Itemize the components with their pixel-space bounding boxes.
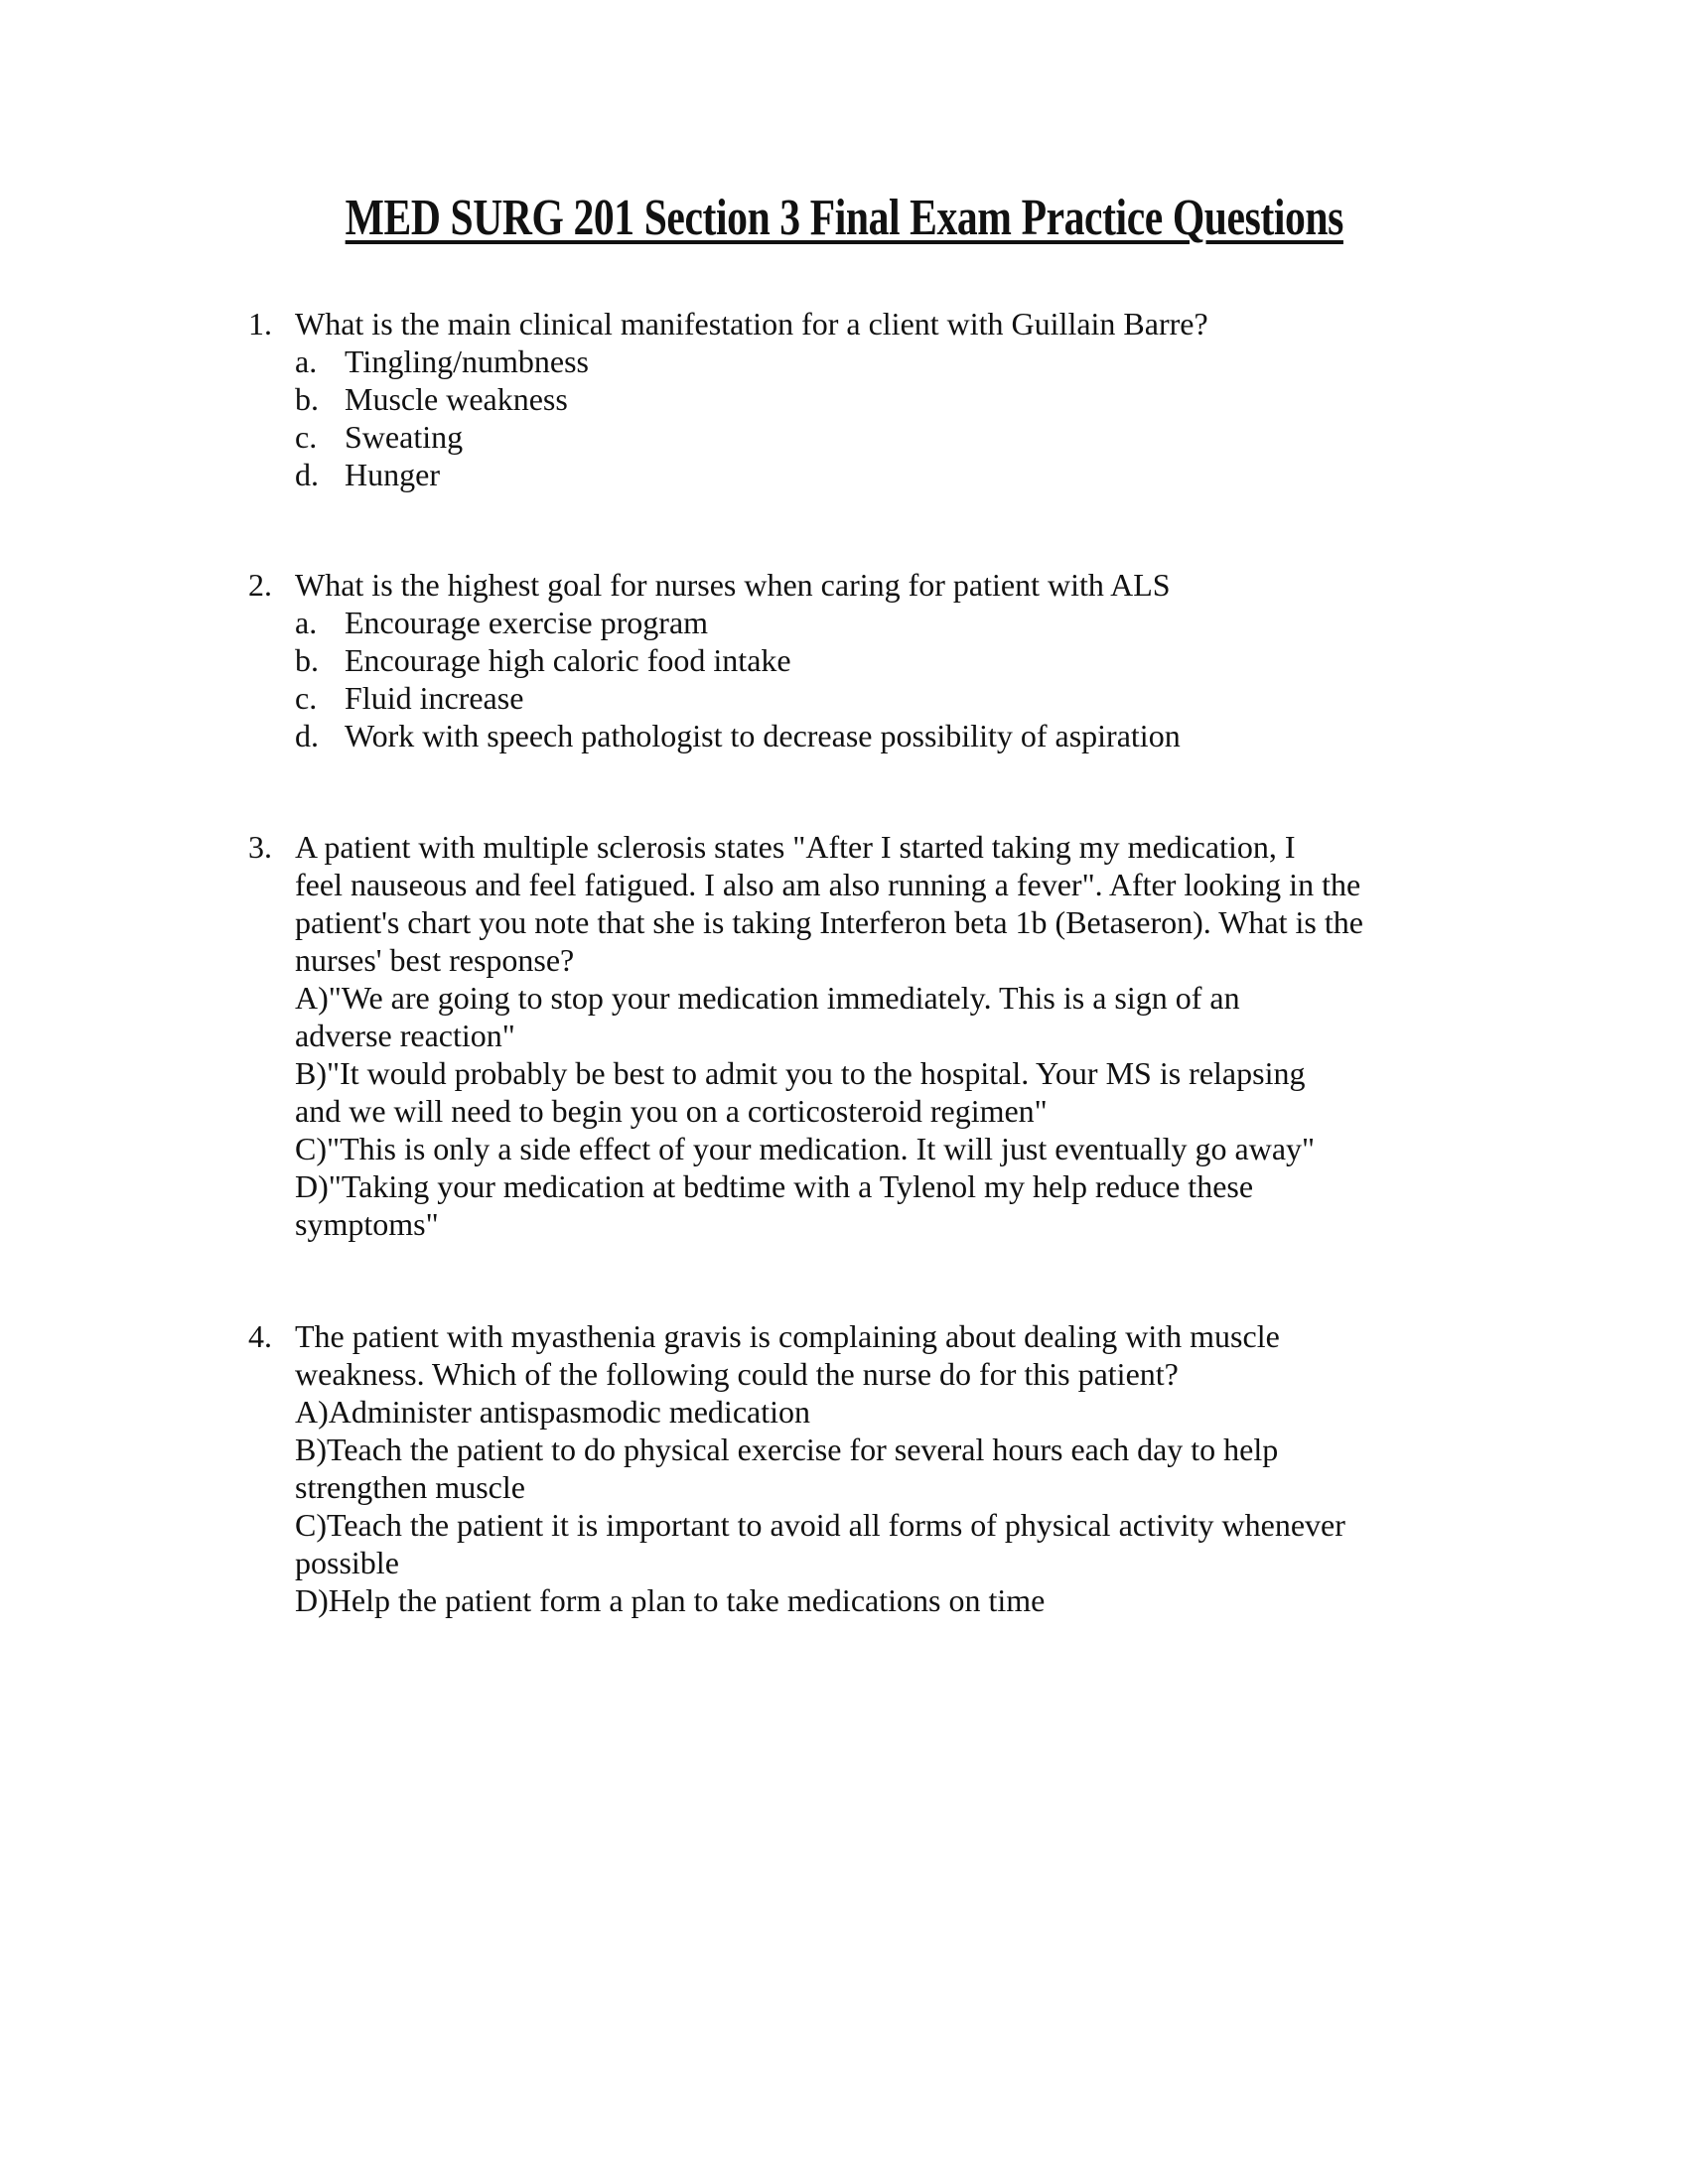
- answer-option-c: C)Teach the patient it is important to avoid all forms of physical activity whenever: [295, 1507, 1345, 1543]
- option-letter: a.: [295, 343, 318, 379]
- option-letter: c.: [295, 419, 318, 455]
- question-number: 4.: [248, 1318, 272, 1354]
- question-text: What is the main clinical manifestation for a client with Guillain Barre?: [295, 306, 1208, 341]
- question-text: What is the highest goal for nurses when caring for patient with ALS: [295, 567, 1171, 603]
- question-text-line: nurses' best response?: [295, 942, 575, 978]
- question-text-line: A patient with multiple sclerosis states "After I started taking my medication, I: [295, 829, 1296, 865]
- option-text: Muscle weakness: [345, 381, 568, 417]
- option-text: Tingling/numbness: [345, 343, 589, 379]
- question-text-line: weakness. Which of the following could the nurse do for this patient?: [295, 1356, 1179, 1392]
- answer-option-a: A)Administer antispasmodic medication: [295, 1394, 810, 1430]
- answer-option-b: strengthen muscle: [295, 1469, 525, 1505]
- answer-option-d: D)"Taking your medication at bedtime with a Tylenol my help reduce these: [295, 1168, 1254, 1204]
- answer-option-d: D)Help the patient form a plan to take medications on time: [295, 1582, 1046, 1618]
- option-text: Sweating: [345, 419, 464, 455]
- question-number: 1.: [248, 306, 272, 341]
- option-letter: d.: [295, 457, 319, 492]
- answer-option-b: B)"It would probably be best to admit you to the hospital. Your MS is relapsing: [295, 1055, 1306, 1091]
- option-text: Work with speech pathologist to decrease possibility of aspiration: [345, 718, 1181, 753]
- page-title: [0, 189, 1688, 247]
- question-number: 2.: [248, 567, 272, 603]
- question-text-line: patient's chart you note that she is taking Interferon beta 1b (Betaseron). What is the: [295, 904, 1363, 940]
- question-text-line: The patient with myasthenia gravis is complaining about dealing with muscle: [295, 1318, 1280, 1354]
- answer-option-c: possible: [295, 1545, 399, 1580]
- option-letter: d.: [295, 718, 319, 753]
- option-text: Fluid increase: [345, 680, 524, 716]
- option-text: Hunger: [345, 457, 440, 492]
- option-text: Encourage high caloric food intake: [345, 642, 791, 678]
- option-letter: a.: [295, 605, 318, 640]
- option-letter: b.: [295, 381, 319, 417]
- option-letter: b.: [295, 642, 319, 678]
- answer-option-c: C)"This is only a side effect of your medication. It will just eventually go away": [295, 1131, 1316, 1166]
- question-number: 3.: [248, 829, 272, 865]
- answer-option-d: symptoms": [295, 1206, 439, 1242]
- answer-option-b: B)Teach the patient to do physical exercise for several hours each day to help: [295, 1432, 1279, 1467]
- option-letter: c.: [295, 680, 318, 716]
- answer-option-a: A)"We are going to stop your medication immediately. This is a sign of an: [295, 980, 1240, 1016]
- question-text-line: feel nauseous and feel fatigued. I also am also running a fever". After looking in the: [295, 867, 1361, 902]
- answer-option-b: and we will need to begin you on a corticosteroid regimen": [295, 1093, 1048, 1129]
- answer-option-a: adverse reaction": [295, 1018, 515, 1053]
- title-text: MED SURG 201 Section 3 Final Exam Practice Questions: [345, 190, 1343, 246]
- option-text: Encourage exercise program: [345, 605, 709, 640]
